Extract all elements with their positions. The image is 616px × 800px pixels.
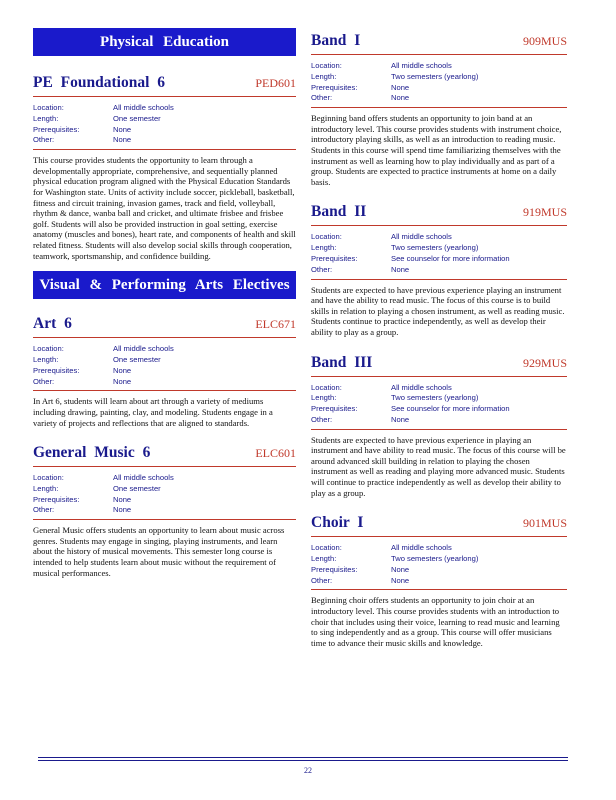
page-number: 22	[304, 766, 312, 775]
prerequisites-label: Prerequisites:	[311, 253, 358, 263]
course-code: PED601	[255, 76, 296, 90]
course-header	[33, 74, 296, 97]
other-label: Other:	[311, 264, 333, 274]
length-label: Length:	[33, 354, 59, 364]
prerequisites-value: None	[391, 564, 410, 574]
course-title: Art 6	[33, 315, 72, 333]
other-value: None	[391, 264, 410, 274]
other-label: Other:	[311, 93, 333, 103]
other-value: None	[113, 505, 132, 515]
other-value: None	[113, 376, 132, 386]
other-label: Other:	[33, 135, 55, 145]
course-code: 901MUS	[522, 516, 567, 531]
length-value: One semester	[113, 354, 161, 364]
footer-rule-top	[38, 757, 568, 758]
location-label: Location:	[33, 344, 64, 354]
course-title: PE Foundational 6	[33, 74, 166, 91]
prerequisites-label: Prerequisites:	[33, 365, 80, 375]
location-value: All middle schools	[113, 473, 174, 483]
location-label: Location:	[33, 473, 64, 483]
location-label: Location:	[311, 61, 342, 70]
length-value: Two semesters (yearlong)	[391, 393, 479, 403]
length-value: One semester	[113, 113, 161, 123]
prerequisites-label: Prerequisites:	[33, 494, 80, 504]
course-general-music-6	[33, 444, 296, 578]
course-header	[311, 354, 567, 377]
length-value: Two semesters (yearlong)	[391, 243, 479, 253]
location-value: All middle schools	[391, 543, 452, 553]
length-value: Two semesters (yearlong)	[391, 71, 479, 81]
course-info	[311, 232, 567, 279]
other-value: None	[391, 575, 410, 585]
location-value: All middle schools	[391, 61, 452, 70]
other-value: None	[113, 135, 132, 145]
location-label: Location:	[311, 232, 342, 242]
length-value: One semester	[113, 483, 161, 493]
course-header	[33, 315, 296, 338]
course-header	[311, 203, 567, 226]
course-pe-foundational	[33, 74, 296, 261]
prerequisites-label: Prerequisites:	[311, 82, 358, 92]
course-header	[33, 444, 296, 467]
course-title: Band III	[311, 353, 373, 371]
other-label: Other:	[33, 505, 55, 515]
course-info	[33, 103, 296, 150]
length-label: Length:	[33, 113, 59, 123]
course-description: Students are expected to have previous experience playing an instrument and have the ability to read music. The focus of this course is to build skills in relation to playing a chosen instrument, as well as reading music. Students continue to practice independently, as well as develop their ability to play as a group.	[311, 284, 565, 337]
other-label: Other:	[311, 414, 333, 424]
other-label: Other:	[311, 575, 333, 585]
course-code: 919MUS	[522, 205, 567, 220]
prerequisites-value: None	[113, 494, 132, 504]
prerequisites-label: Prerequisites:	[311, 404, 358, 414]
course-info	[33, 344, 296, 391]
length-label: Length:	[311, 554, 337, 564]
prerequisites-value: None	[391, 82, 410, 92]
course-title: Band I	[311, 32, 361, 49]
location-value: All middle schools	[391, 232, 452, 242]
course-description: Beginning choir offers students an opportunity to join choir at an introductory level. This course provides students with an introduction to choir that includes using their voice, learning to read music and learning to sing independently and as a group. This course will offer musicians time to advance their music skills and knowledge.	[311, 595, 560, 648]
left-column	[33, 28, 296, 578]
other-value: None	[391, 414, 410, 424]
course-code: 929MUS	[522, 355, 567, 370]
course-band-2	[311, 203, 567, 337]
prerequisites-label: Prerequisites:	[311, 564, 358, 574]
course-description: Students are expected to have previous experience in playing an instrument and have ability to read music. The focus of this course will be around advanced skill building in relation to playing the chosen instrument as well as reading and playing more advanced music. Students will continue to practice independently as well as develop their ability to play as a group.	[311, 434, 566, 498]
location-value: All middle schools	[391, 382, 452, 392]
other-value: None	[391, 93, 410, 103]
course-description: In Art 6, students will learn about art through a variety of mediums including drawing, painting, clay, and modeling. Students engage in a variety of projects and reflections that are aligned to standards.	[33, 396, 273, 428]
prerequisites-value: None	[113, 365, 132, 375]
course-description: This course provides students the opportunity to learn through a developmentally appropriate, comprehensive, and sequentially planned physical education program aligned with the Physical Education Standards for Washington state. Units of activity include soccer, pickleball, basketball, fitness and circuit training, invasion games, track and field, volleyball, rhythm & dance, wanba ball and cricket, and ultimate frisbee and frisbee golf. Students will also be provided instruction in goal setting, exercise anatomy (muscles and bones), heart rate, and components of health and skill related fitness. Students will also develop social skills through cooperation, teamwork, sportsmanship, and confidence building.	[33, 155, 296, 261]
course-art-6	[33, 315, 296, 428]
course-band-3	[311, 354, 567, 499]
length-label: Length:	[311, 71, 337, 81]
course-info	[311, 543, 567, 590]
prerequisites-value: See counselor for more information	[391, 404, 510, 414]
course-header	[311, 514, 567, 537]
course-description: Beginning band offers students an opportunity to join band at an introductory level. This course provides students with instrument choice, introductory playing skills, as well as an introduction to reading music. Students in this course will spend time familiarizing themselves with the instrument as well as learning how to play individually and as part of a group. Students are expected to practice instruments at home on a daily basis.	[311, 113, 562, 187]
course-choir-1	[311, 514, 567, 648]
length-label: Length:	[33, 483, 59, 493]
course-code: ELC671	[255, 317, 296, 332]
location-value: All middle schools	[113, 103, 174, 112]
location-value: All middle schools	[113, 344, 174, 354]
section-banner-physical-education: Physical Education	[33, 28, 296, 56]
course-band-1	[311, 32, 567, 187]
other-label: Other:	[33, 376, 55, 386]
course-title: Band II	[311, 203, 367, 221]
course-header	[311, 32, 567, 55]
footer-rule-bottom	[38, 760, 568, 761]
location-label: Location:	[311, 382, 342, 392]
course-info	[311, 61, 567, 108]
prerequisites-value: See counselor for more information	[391, 253, 510, 263]
section-banner-visual-performing-arts: Visual & Performing Arts Electives	[33, 271, 296, 299]
course-info	[33, 473, 296, 520]
location-label: Location:	[33, 103, 64, 112]
length-label: Length:	[311, 393, 337, 403]
location-label: Location:	[311, 543, 342, 553]
prerequisites-label: Prerequisites:	[33, 124, 80, 134]
right-column	[311, 28, 567, 648]
prerequisites-value: None	[113, 124, 132, 134]
course-title: Choir I	[311, 514, 364, 532]
course-code: 909MUS	[522, 34, 567, 48]
length-value: Two semesters (yearlong)	[391, 554, 479, 564]
course-code: ELC601	[255, 446, 296, 461]
course-description: General Music offers students an opportunity to learn about music across genres. Students may engage in singing, playing instruments, and learn about the history of musical movements. This semester long course is intended to help students learn about music without the requirement of musical performances.	[33, 525, 285, 578]
length-label: Length:	[311, 243, 337, 253]
course-title: General Music 6	[33, 444, 151, 462]
course-info	[311, 383, 567, 430]
